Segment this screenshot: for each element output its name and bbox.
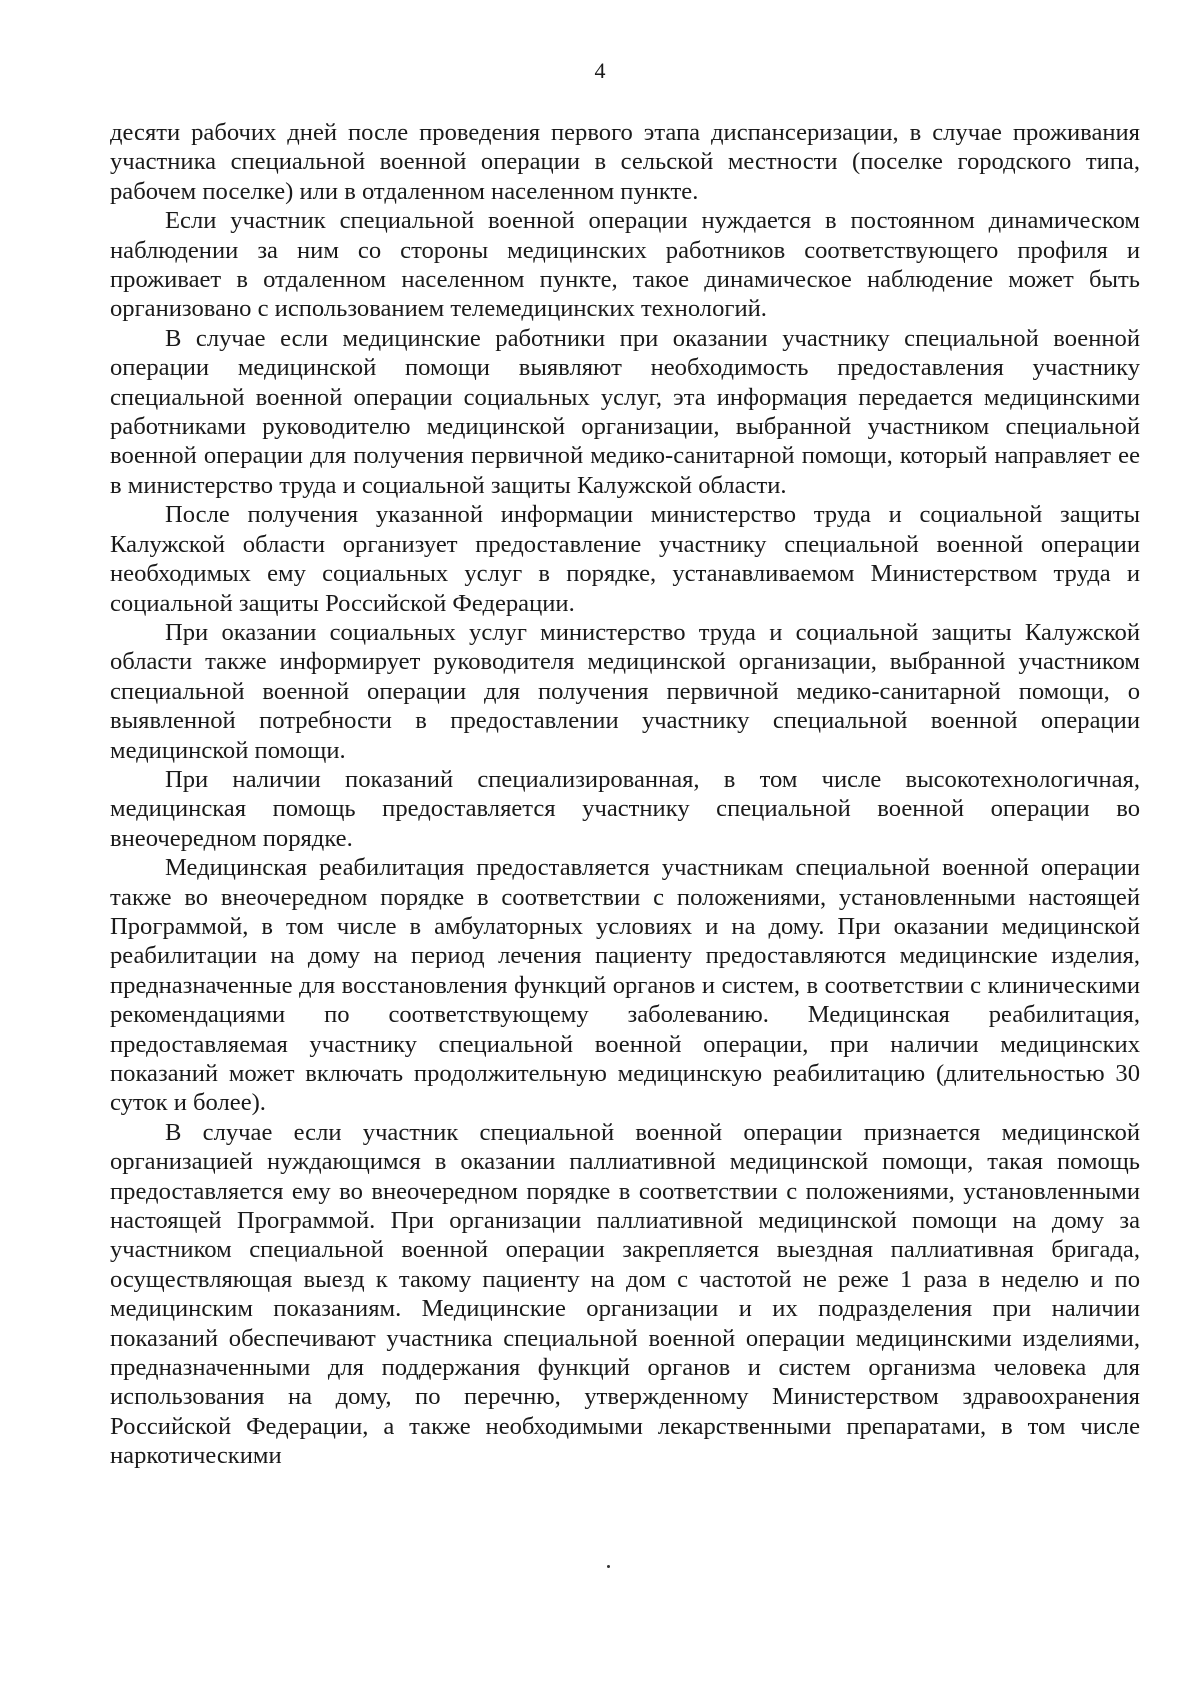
paragraph-social-services-provision: После получения указанной информации министерство труда и социальной защиты Калужской области организует предоставление участнику специальной военной операции необходимых ему социальных услуг в порядке, устанавливаемом Министерством труда и социальной защиты Российской Федерации. — [110, 501, 1140, 617]
paragraph-social-services-inform: При оказании социальных услуг министерство труда и социальной защиты Калужской области также информирует руководителя медицинской организации, выбранной участником специальной военной операции для получения первичной медико-санитарной помощи, о выявленной потребности в предоставлении участнику специальной военной операции медицинской помощи. — [110, 618, 1140, 764]
page-number: 4 — [594, 58, 606, 83]
paragraph-specialized-care: При наличии показаний специализированная, в том числе высокотехнологичная, медицинская помощь предоставляется участнику специальной военной операции во внеочередном порядке. — [110, 765, 1140, 852]
document-body — [110, 118, 1140, 1471]
paragraph-telemedicine: Если участник специальной военной операции нуждается в постоянном динамическом наблюдении за ним со стороны медицинских работников соответствующего профиля и проживает в отдаленном населенном пункте, такое динамическое наблюдение может быть организовано с использованием телемедицинских технологий. — [110, 207, 1140, 323]
paragraph-dispensary-deadline: десяти рабочих дней после проведения первого этапа диспансеризации, в случае проживания участника специальной военной операции в сельской местности (поселке городского типа, рабочем поселке) или в отдаленном населенном пункте. — [110, 119, 1140, 205]
paragraph-palliative-care: В случае если участник специальной военной операции признается медицинской организацией нуждающимся в оказании паллиативной медицинской помощи, такая помощь предоставляется ему во внеочередном порядке в соответствии с положениями, установленными настоящей Программой. При организации паллиативной медицинской помощи на дому за участником специальной военной операции закрепляется выездная паллиативная бригада, осуществляющая выезд к такому пациенту на дом с частотой не реже 1 раза в неделю и по медицинским показаниям. Медицинские организации и их подразделения при наличии показаний обеспечивают участника специальной военной операции медицинскими изделиями, предназначенными для поддержания функций органов и систем организма человека для использования на дому, по перечню, утвержденному Министерством здравоохранения Российской Федерации, а также необходимыми лекарственными препаратами, в том числе наркотическими — [110, 1118, 1140, 1470]
paragraph-rehabilitation: Медицинская реабилитация предоставляется участникам специальной военной операции также во внеочередном порядке в соответствии с положениями, установленными настоящей Программой, в том числе в амбулаторных условиях и на дому. При оказании медицинской реабилитации на дому на период лечения пациенту предоставляются медицинские изделия, предназначенные для восстановления функций органов и систем, в соответствии с клиническими рекомендациями по соответствующему заболеванию. Медицинская реабилитация, предоставляемая участнику специальной военной операции, при наличии медицинских показаний может включать продолжительную медицинскую реабилитацию (длительностью 30 суток и более). — [110, 854, 1140, 1117]
stray-dot-mark — [607, 1565, 610, 1568]
paragraph-social-services-need: В случае если медицинские работники при оказании участнику специальной военной операции медицинской помощи выявляют необходимость предоставления участнику специальной военной операции социальных услуг, эта информация передается медицинскими работниками руководителю медицинской организации, выбранной участником специальной военной операции для получения первичной медико-санитарной помощи, который направляет ее в министерство труда и социальной защиты Калужской области. — [110, 324, 1140, 499]
